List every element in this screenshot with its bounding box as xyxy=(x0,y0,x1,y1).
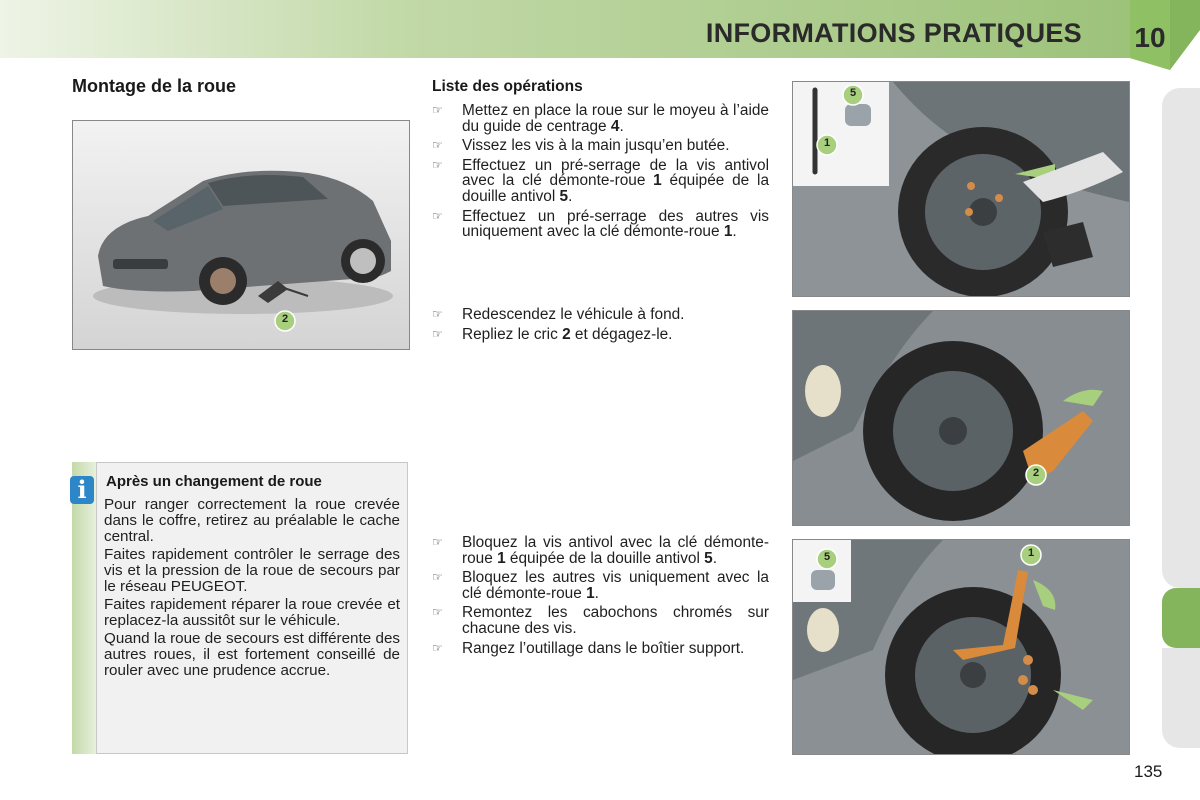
pointing-hand-icon: ☞ xyxy=(432,570,443,585)
photo-lower-vehicle xyxy=(792,310,1130,526)
pointing-hand-icon: ☞ xyxy=(432,307,443,321)
side-tab-active[interactable] xyxy=(1162,588,1200,648)
pointing-hand-icon: ☞ xyxy=(432,605,443,620)
car-illustration xyxy=(72,120,410,350)
info-text xyxy=(104,497,400,681)
pointing-hand-icon: ☞ xyxy=(432,326,443,341)
operations-list-1 xyxy=(432,103,769,244)
side-tab[interactable] xyxy=(1162,648,1200,748)
operations-list-2 xyxy=(432,307,769,346)
operation-step: ☞ Redescendez le véhicule à fond. xyxy=(432,306,685,323)
callout-number: 1 xyxy=(1027,547,1035,559)
pointing-hand-icon: ☞ xyxy=(432,535,443,549)
pointing-hand-icon: ☞ xyxy=(432,138,443,153)
chapter-title: INFORMATIONS PRATIQUES xyxy=(705,18,1082,48)
section-title: Montage de la roue xyxy=(72,76,237,96)
info-stripe xyxy=(72,462,96,754)
operation-step: ☞ Mettez en place la roue sur le moyeu à l’aide du guide de centrage 4. xyxy=(432,102,769,135)
chapter-number: 10 xyxy=(1134,22,1166,53)
pointing-hand-icon: ☞ xyxy=(432,103,443,117)
operation-step: ☞ Effectuez un pré-serrage des autres vis uniquement avec la clé démonte-roue 1. xyxy=(432,207,769,241)
info-paragraph: Faites rapidement réparer la roue crevée et replacez-la aussitôt sur le véhicule. xyxy=(104,596,400,629)
info-paragraph: Faites rapidement contrôler le serrage des vis et la pression de la roue de secours par le réseau PEUGEOT. xyxy=(104,546,400,595)
info-icon: i xyxy=(70,476,94,504)
operation-step: ☞ Rangez l’outillage dans le boîtier support. xyxy=(432,639,745,657)
callout-number: 2 xyxy=(281,313,289,325)
callout-number: 5 xyxy=(823,551,831,563)
photo-lock-bolts xyxy=(792,539,1130,755)
operation-step: ☞ Bloquez les autres vis uniquement avec la clé démonte-roue 1. xyxy=(432,569,769,602)
page-number: 135 xyxy=(1134,762,1163,781)
callout-number: 5 xyxy=(849,87,857,99)
operation-step: ☞ Repliez le cric 2 et dégagez-le. xyxy=(432,325,673,343)
operation-step: ☞ Vissez les vis à la main jusqu’en butée. xyxy=(432,137,730,155)
operations-title: Liste des opérations xyxy=(432,78,583,95)
callout-number: 2 xyxy=(1032,467,1040,479)
info-paragraph: Pour ranger correctement la roue crevée dans le coffre, retirez au préalable le cache central. xyxy=(104,496,400,545)
callout-number: 1 xyxy=(823,137,831,149)
operations-list-3 xyxy=(432,535,769,660)
operation-step: ☞ Remontez les cabochons chromés sur chacune des vis. xyxy=(432,604,769,637)
pointing-hand-icon: ☞ xyxy=(432,157,443,172)
info-title: Après un changement de roue xyxy=(106,473,322,490)
operation-step: ☞ Effectuez un pré-serrage de la vis antivol avec la clé démonte-roue 1 équipée de la douille antivol 5. xyxy=(432,156,769,205)
pointing-hand-icon: ☞ xyxy=(432,640,443,655)
side-tab[interactable] xyxy=(1162,88,1200,588)
photo-tighten-bolts xyxy=(792,81,1130,297)
pointing-hand-icon: ☞ xyxy=(432,208,443,223)
operation-step: ☞ Bloquez la vis antivol avec la clé démonte-roue 1 équipée de la douille antivol 5. xyxy=(432,534,769,567)
info-paragraph: Quand la roue de secours est différente des autres roues, il est fortement conseillé de rouler avec une prudence accrue. xyxy=(104,630,400,679)
